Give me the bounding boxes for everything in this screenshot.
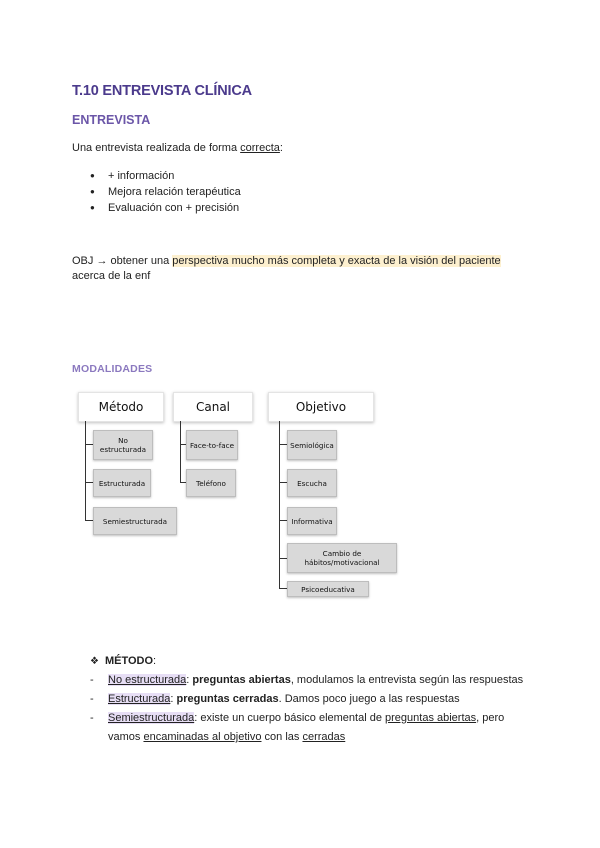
item-underlined: cerradas [302, 731, 346, 743]
item-text: existe un cuerpo básico elemental de [197, 712, 386, 724]
connector-line [279, 588, 287, 589]
diagram-box-escucha: Escucha [287, 469, 337, 497]
item-colon: : [170, 693, 174, 705]
diagram-box-semiestructurada: Semiestructurada [93, 507, 177, 535]
connector-line [85, 421, 86, 520]
objective-prefix: OBJ → obtener una [72, 255, 173, 267]
intro-underlined: correcta [240, 142, 280, 154]
item-label: Estructurada [108, 693, 171, 705]
objective-line2: acerca de la enf [72, 270, 151, 282]
intro-suffix: : [279, 142, 283, 154]
connector-line [85, 482, 93, 483]
connector-line [279, 444, 287, 445]
item-text: , pero [476, 712, 505, 724]
item-colon: : [194, 712, 198, 724]
diagram-box-cambio-habitos: Cambio de hábitos/motivacional [287, 543, 397, 573]
connector-line [279, 421, 280, 588]
diagram-box-psicoeducativa: Psicoeducativa [287, 581, 369, 597]
diagram-box-semiologica: Semiológica [287, 430, 337, 460]
item-underlined: preguntas abiertas [385, 712, 477, 724]
objective-highlight: perspectiva mucho más completa y exacta de la visión del paciente [172, 255, 501, 267]
item-label: Semiestructurada [108, 712, 195, 724]
diamond-bullet-icon: ❖ [90, 656, 99, 667]
metodo-heading-line [90, 652, 156, 671]
list-item: ● + información [90, 168, 241, 184]
item-colon: : [186, 674, 190, 686]
metodo-colon: : [153, 655, 157, 667]
connector-line [180, 421, 181, 482]
bullet-list [90, 168, 241, 216]
diagram-box-telefono: Teléfono [186, 469, 236, 497]
connector-line [279, 482, 287, 483]
item-text: con las [261, 731, 303, 743]
dash-bullet: - [90, 712, 94, 724]
item-underlined: encaminadas al objetivo [143, 731, 262, 743]
section-heading-entrevista: ENTREVISTA [72, 113, 151, 127]
dash-bullet: - [90, 693, 94, 705]
dash-bullet: - [90, 674, 94, 686]
intro-text [72, 141, 283, 156]
list-item [90, 690, 460, 709]
list-item [90, 709, 504, 747]
diagram-header-metodo: Método [78, 392, 164, 422]
objective-text [72, 254, 501, 284]
modalidades-diagram [72, 386, 412, 601]
item-bold: preguntas cerradas [176, 693, 279, 705]
item-text: vamos [108, 731, 144, 743]
diagram-box-informativa: Informativa [287, 507, 337, 535]
diagram-box-estructurada: Estructurada [93, 469, 151, 497]
diagram-header-objetivo: Objetivo [268, 392, 374, 422]
list-item: ● Mejora relación terapéutica [90, 184, 241, 200]
list-item: ● Evaluación con + precisión [90, 200, 241, 216]
item-rest: . Damos poco juego a las respuestas [278, 693, 460, 705]
item-bold: preguntas abiertas [192, 674, 291, 686]
connector-line [279, 558, 287, 559]
connector-line [85, 520, 93, 521]
item-rest: , modulamos la entrevista según las respuestas [290, 674, 524, 686]
metodo-heading: MÉTODO [104, 655, 154, 667]
connector-line [85, 444, 93, 445]
list-item [90, 671, 523, 690]
page-title: T.10 ENTREVISTA CLÍNICA [72, 83, 252, 99]
diagram-header-canal: Canal [173, 392, 253, 422]
section-heading-modalidades: MODALIDADES [72, 363, 153, 375]
diagram-box-face-to-face: Face-to-face [186, 430, 238, 460]
connector-line [279, 520, 287, 521]
diagram-box-no-estructurada: No estructurada [93, 430, 153, 460]
intro-prefix: Una entrevista realizada de forma [72, 142, 241, 154]
item-label: No estructurada [108, 674, 187, 686]
